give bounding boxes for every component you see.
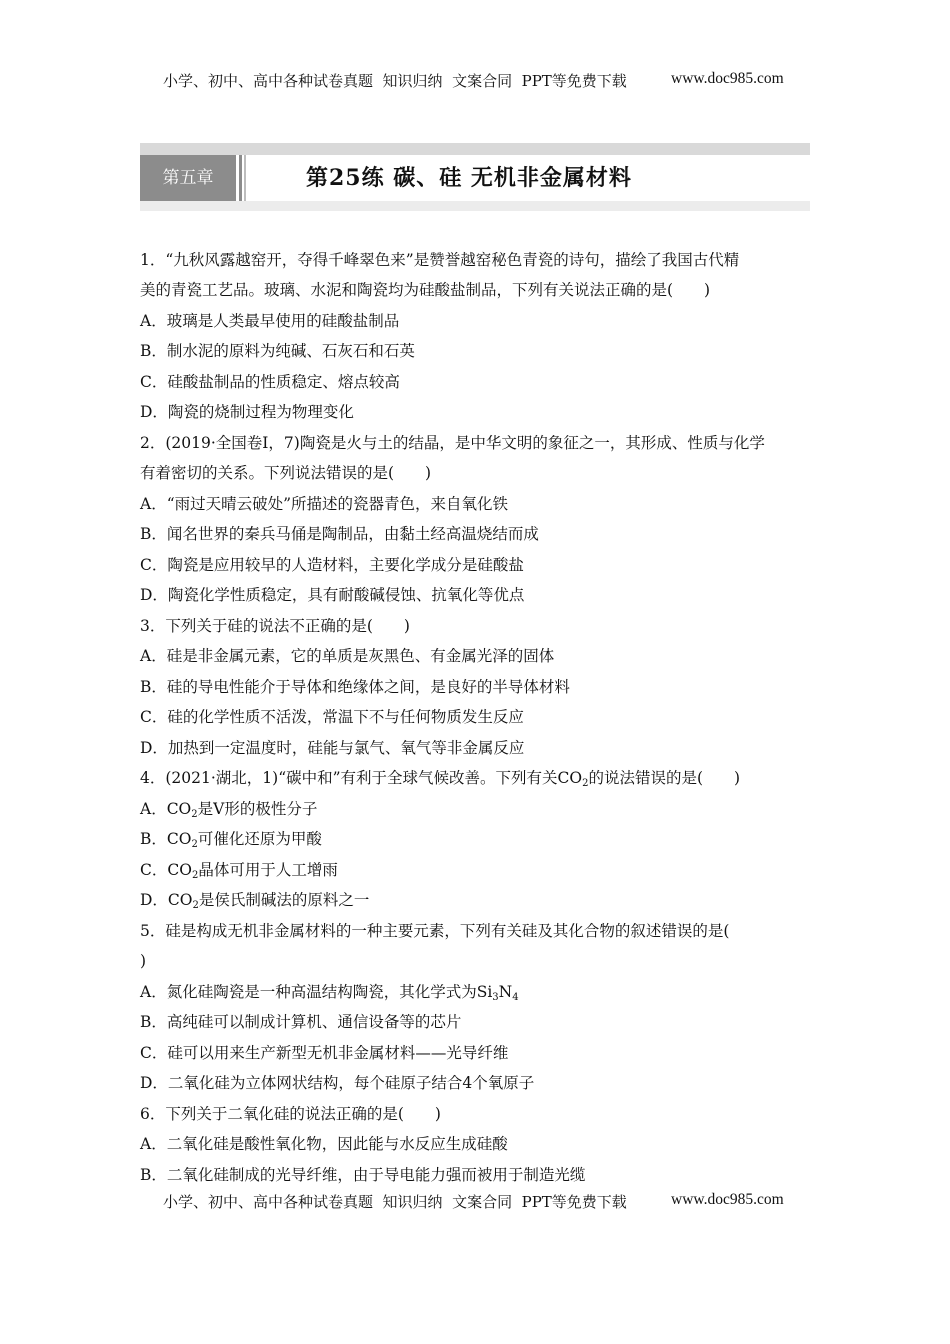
q3-option-c: C．硅的化学性质不活泼，常温下不与任何物质发生反应 [140, 708, 524, 726]
q5-option-d: D．二氧化硅为立体网状结构，每个硅原子结合4个氧原子 [140, 1074, 535, 1092]
q1-stem-line2: 美的青瓷工艺品。玻璃、水泥和陶瓷均为硅酸盐制品，下列有关说法正确的是( ) [140, 281, 711, 299]
q2-stem-line2: 有着密切的关系。下列说法错误的是( ) [140, 464, 432, 482]
q4-a-post: 是V形的极性分子 [197, 800, 318, 818]
header-text: 小学、初中、高中各种试卷真题 知识归纳 文案合同 PPT等免费下载 [163, 72, 627, 90]
q2-option-c: C．陶瓷是应用较早的人造材料，主要化学成分是硅酸盐 [140, 556, 524, 574]
q4-c-post: 晶体可用于人工增雨 [198, 861, 338, 879]
q2-option-a: A．“雨过天晴云破处”所描述的瓷器青色，来自氧化铁 [140, 495, 509, 513]
q5-a-pre: A．氮化硅陶瓷是一种高温结构陶瓷，其化学式为Si [140, 983, 493, 1001]
q1-option-b: B．制水泥的原料为纯碱、石灰石和石英 [140, 342, 415, 360]
banner-bottom-strip [140, 201, 810, 211]
q5-a-sub2: 4 [512, 992, 519, 1003]
q4-d-pre: D．CO [140, 891, 193, 909]
q5-stem-line2: ) [140, 952, 147, 970]
q6-option-a: A．二氧化硅是酸性氧化物，因此能与水反应生成硅酸 [140, 1135, 508, 1153]
q1-option-c: C．硅酸盐制品的性质稳定、熔点较高 [140, 373, 400, 391]
q4-option-b [140, 824, 322, 854]
q4-a-sub: 2 [191, 809, 198, 820]
footer-text: 小学、初中、高中各种试卷真题 知识归纳 文案合同 PPT等免费下载 [163, 1193, 627, 1211]
q5-option-a [140, 977, 519, 1007]
q4-d-post: 是侯氏制碱法的原料之一 [198, 891, 370, 909]
page-footer [163, 1191, 784, 1245]
q5-option-b: B．高纯硅可以制成计算机、通信设备等的芯片 [140, 1013, 462, 1031]
banner-top-strip [140, 143, 810, 155]
q2-option-b: B．闻名世界的秦兵马俑是陶制品，由黏土经高温烧结而成 [140, 525, 539, 543]
q4-b-pre: B．CO [140, 830, 192, 848]
q4-stem-sub: 2 [582, 778, 589, 789]
title-box [244, 155, 810, 201]
q5-a-mid: N [498, 983, 513, 1001]
q4-stem [140, 763, 740, 793]
q4-c-sub: 2 [191, 870, 199, 881]
page-title: 第25练 碳、硅 无机非金属材料 [306, 165, 632, 191]
chapter-banner [140, 143, 810, 215]
q5-stem-line1: 5．硅是构成无机非金属材料的一种主要元素，下列有关硅及其化合物的叙述错误的是( [140, 922, 730, 940]
q3-option-b: B．硅的导电性能介于导体和绝缘体之间，是良好的半导体材料 [140, 678, 570, 696]
q2-stem-line1: 2．(2019·全国卷Ⅰ，7)陶瓷是火与土的结晶，是中华文明的象征之一，其形成、性质与化学 [140, 434, 765, 452]
q4-stem-part2: 的说法错误的是( ) [588, 769, 741, 787]
q6-stem: 6．下列关于二氧化硅的说法正确的是( ) [140, 1105, 441, 1123]
q4-c-pre: C．CO [140, 861, 192, 879]
q4-b-post: 可催化还原为甲酸 [197, 830, 322, 848]
chapter-label: 第五章 [140, 155, 236, 201]
q4-option-a [140, 794, 317, 824]
q4-d-sub: 2 [192, 900, 199, 911]
q5-a-sub1: 3 [492, 992, 499, 1003]
page-header [163, 70, 784, 124]
q3-option-d: D．加热到一定温度时，硅能与氯气、氧气等非金属反应 [140, 739, 525, 757]
q5-option-c: C．硅可以用来生产新型无机非金属材料——光导纤维 [140, 1044, 509, 1062]
q1-option-a: A．玻璃是人类最早使用的硅酸盐制品 [140, 312, 400, 330]
q3-stem: 3．下列关于硅的说法不正确的是( ) [140, 617, 410, 635]
q4-a-pre: A．CO [140, 800, 192, 818]
q1-option-d: D．陶瓷的烧制过程为物理变化 [140, 403, 354, 421]
q4-stem-part1: 4．(2021·湖北，1)“碳中和”有利于全球气候改善。下列有关CO [140, 769, 583, 787]
q2-option-d: D．陶瓷化学性质稳定，具有耐酸碱侵蚀、抗氧化等优点 [140, 586, 525, 604]
footer-url[interactable]: www.doc985.com [671, 1191, 784, 1208]
q4-option-c [140, 855, 338, 885]
header-url[interactable]: www.doc985.com [671, 70, 784, 87]
q4-b-sub: 2 [191, 839, 198, 850]
q3-option-a: A．硅是非金属元素，它的单质是灰黑色、有金属光泽的固体 [140, 647, 555, 665]
q6-option-b: B．二氧化硅制成的光导纤维，由于导电能力强而被用于制造光缆 [140, 1166, 586, 1184]
q1-stem-line1: 1．“九秋风露越窑开，夺得千峰翠色来”是赞誉越窑秘色青瓷的诗句，描绘了我国古代精 [140, 251, 740, 269]
q4-option-d [140, 885, 369, 915]
